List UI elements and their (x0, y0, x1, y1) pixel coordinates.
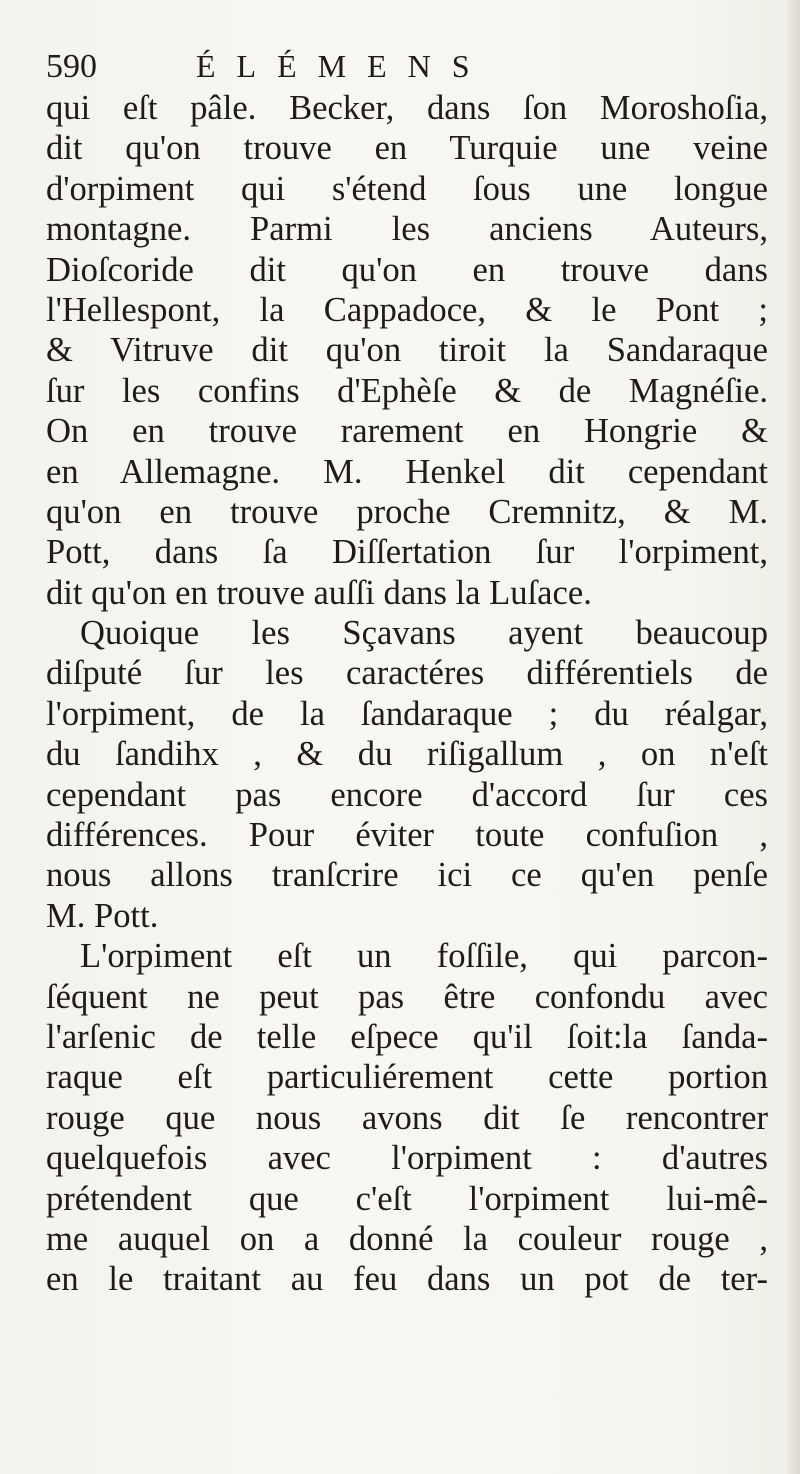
text-line: d'orpiment qui s'étend ſous une longue (46, 169, 768, 208)
paragraph-first-line: Quoique les Sçavans ayent beaucoup (80, 614, 768, 653)
text-line: du ſandihx , & du riſigallum , on n'eſt (46, 735, 768, 774)
text-line: quelquefois avec l'orpiment : d'autres (46, 1139, 768, 1178)
text-line: & Vitruve dit qu'on tiroit la Sandaraque (46, 331, 768, 370)
running-head (46, 42, 666, 90)
text-line: l'arſenic de telle eſpece qu'il ſoit:la ſanda- (46, 1017, 768, 1056)
text-line: rouge que nous avons dit ſe rencontrer (46, 1098, 768, 1137)
text-line: raque eſt particuliérement cette portion (46, 1058, 768, 1097)
text-line: montagne. Parmi les anciens Auteurs, (46, 210, 768, 249)
text-line: différences. Pour éviter toute confuſion , (46, 816, 768, 855)
paragraph-first-line: L'orpiment eſt un foſſile, qui parcon- (80, 937, 768, 976)
text-line: nous allons tranſcrire ici ce qu'en penſe (46, 856, 768, 895)
text-line: l'orpiment, de la ſandaraque ; du réalgar, (46, 694, 768, 733)
text-line: en le traitant au feu dans un pot de ter- (46, 1260, 768, 1299)
text-line: en Allemagne. M. Henkel dit cependant (46, 452, 768, 491)
body-text (46, 88, 768, 1300)
text-line: On en trouve rarement en Hongrie & (46, 412, 768, 451)
text-line: ſéquent ne peut pas être confondu avec (46, 977, 768, 1016)
text-line: ſur les confins d'Ephèſe & de Magnéſie. (46, 371, 768, 410)
text-line: qu'on en trouve proche Cremnitz, & M. (46, 492, 768, 531)
text-line: cependant pas encore d'accord ſur ces (46, 775, 768, 814)
text-line: M. Pott. (46, 896, 159, 935)
text-line: dit qu'on en trouve auſſi dans la Luſace. (46, 573, 592, 612)
page-edge-shadow (786, 0, 800, 1474)
text-line: Dioſcoride dit qu'on en trouve dans (46, 250, 768, 289)
text-line: Pott, dans ſa Diſſertation ſur l'orpiment, (46, 533, 768, 572)
text-line: dit qu'on trouve en Turquie une veine (46, 129, 768, 168)
page-number: 590 (46, 48, 97, 85)
text-line: me auquel on a donné la couleur rouge , (46, 1219, 768, 1258)
text-line: diſputé ſur les caractéres différentiels de (46, 654, 768, 693)
running-title: ÉLÉMENS (196, 48, 491, 84)
text-line: qui eſt pâle. Becker, dans ſon Moroshoſia, (46, 89, 768, 127)
text-line: prétendent que c'eſt l'orpiment lui-mê- (46, 1179, 768, 1218)
text-line: l'Hellespont, la Cappadoce, & le Pont ; (46, 290, 768, 329)
